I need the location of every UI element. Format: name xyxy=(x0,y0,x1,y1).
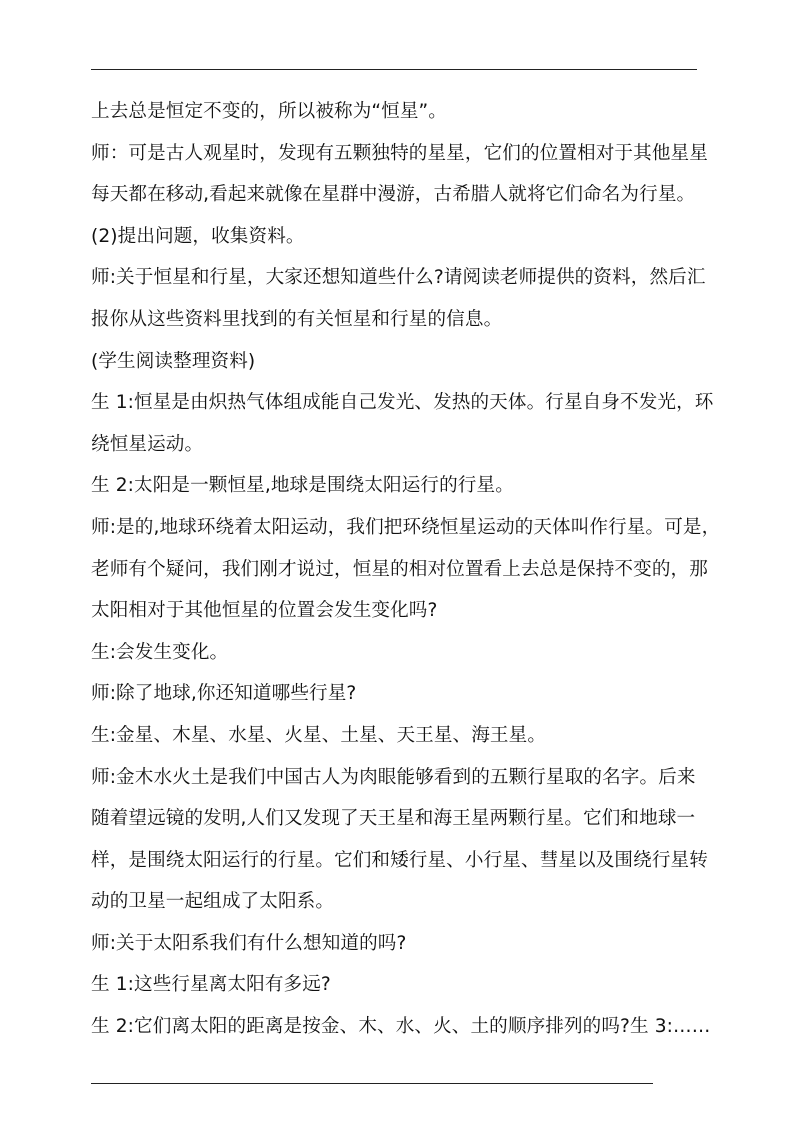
header-rule xyxy=(91,69,697,70)
text-line: 师:关于恒星和行星，大家还想知道些什么?请阅读老师提供的资料，然后汇 xyxy=(91,267,706,289)
text-line: (2)提出问题，收集资料。 xyxy=(91,225,305,247)
text-line: 师：可是古人观星时，发现有五颗独特的星星，它们的位置相对于其他星星 xyxy=(91,142,708,164)
text-line: 每天都在移动,看起来就像在星群中漫游，古希腊人就将它们命名为行星。 xyxy=(91,184,696,206)
text-line: 生 1:恒星是由炽热气体组成能自己发光、发热的天体。行星自身不发光，环 xyxy=(91,392,714,414)
text-line: 太阳相对于其他恒星的位置会发生变化吗? xyxy=(91,600,438,622)
text-line: 报你从这些资料里找到的有关恒星和行星的信息。 xyxy=(91,308,503,330)
text-line: 绕恒星运动。 xyxy=(91,433,204,455)
text-line: 生 2:太阳是一颗恒星,地球是围绕太阳运行的行星。 xyxy=(91,475,514,497)
text-line: 生:金星、木星、水星、火星、土星、天王星、海王星。 xyxy=(91,724,547,746)
text-line: 生 1:这些行星离太阳有多远? xyxy=(91,974,331,996)
text-line: 师:关于太阳系我们有什么想知道的吗? xyxy=(91,932,407,954)
text-line: 生:会发生变化。 xyxy=(91,641,229,663)
text-line: 老师有个疑问，我们刚才说过，恒星的相对位置看上去总是保持不变的，那 xyxy=(91,558,708,580)
text-line: 师:金木水火土是我们中国古人为肉眼能够看到的五颗行星取的名字。后来 xyxy=(91,766,696,788)
text-line: 样，是围绕太阳运行的行星。它们和矮行星、小行星、彗星以及围绕行星转 xyxy=(91,849,708,871)
text-line: 上去总是恒定不变的，所以被称为“恒星”。 xyxy=(91,101,447,122)
text-line: 动的卫星一起组成了太阳系。 xyxy=(91,891,335,913)
text-line: 师:除了地球,你还知道哪些行星? xyxy=(91,683,357,705)
text-line: 师:是的,地球环绕着太阳运动，我们把环绕恒星运动的天体叫作行星。可是， xyxy=(91,516,721,538)
text-line: 生 2:它们离太阳的距离是按金、木、水、火、土的顺序排列的吗?生 3:…… xyxy=(91,1016,711,1038)
text-line: 随着望远镜的发明,人们又发现了天王星和海王星两颗行星。它们和地球一 xyxy=(91,808,696,830)
footer-rule xyxy=(91,1083,653,1084)
document-body xyxy=(91,95,721,1052)
text-line: (学生阅读整理资料) xyxy=(91,350,256,372)
